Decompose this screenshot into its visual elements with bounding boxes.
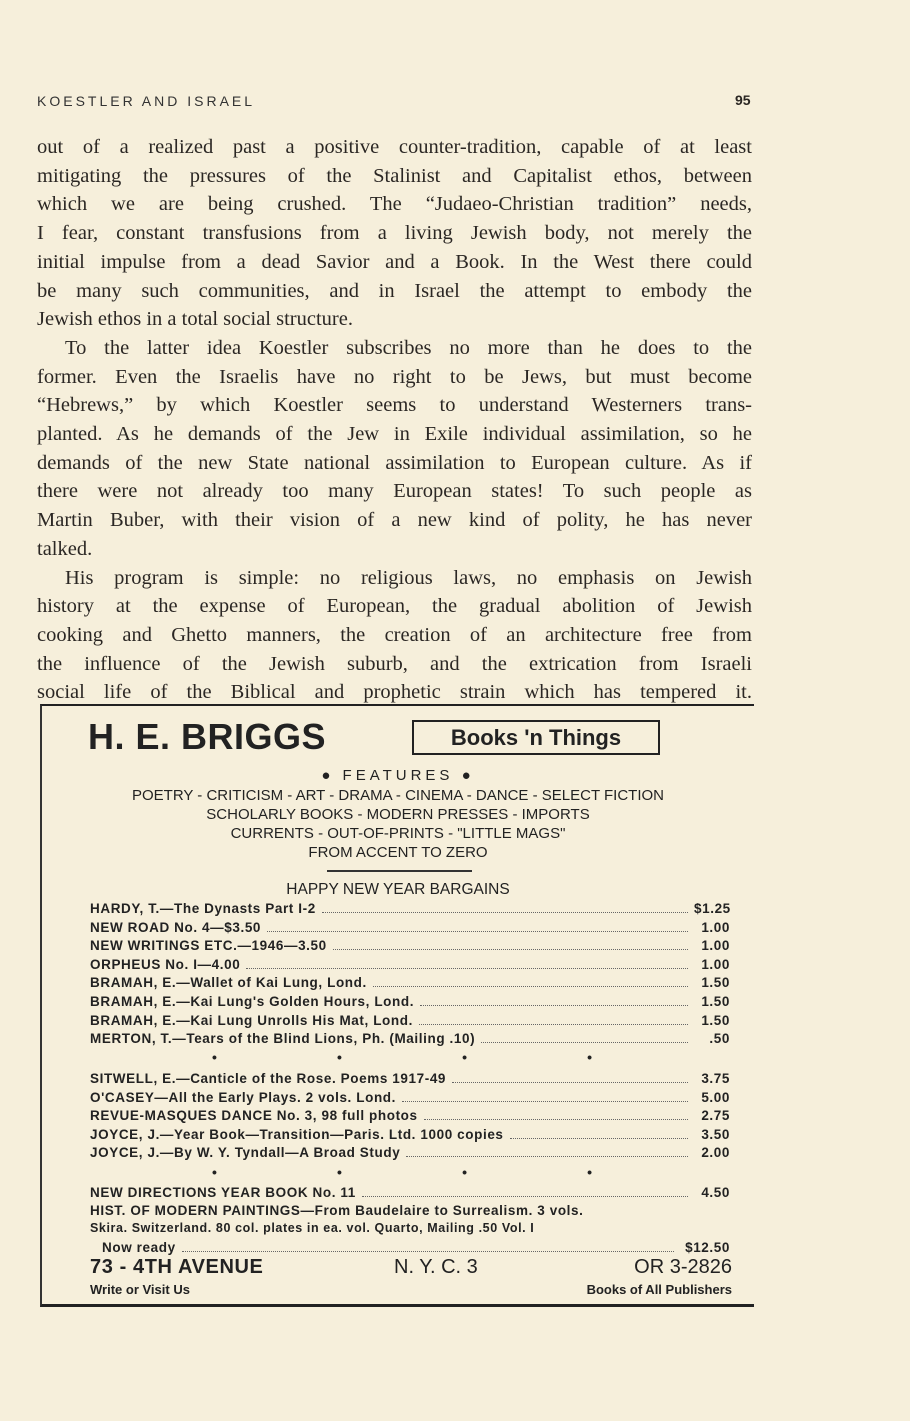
category-line: SCHOLARLY BOOKS - MODERN PRESSES - IMPORTS xyxy=(206,806,590,823)
item-title: BRAMAH, E.—Kai Lung's Golden Hours, Lond. xyxy=(90,994,415,1009)
bookshop-advertisement xyxy=(40,704,754,1307)
ad-tagline: Books 'n Things xyxy=(412,720,660,755)
dot-icon: • xyxy=(462,1164,467,1180)
item-price: 1.00 xyxy=(701,938,730,954)
text-line: history at the expense of European, the gradual abolition of Jewish xyxy=(37,595,752,618)
ad-publishers: Books of All Publishers xyxy=(586,1282,732,1297)
price-list-item xyxy=(102,1239,730,1257)
price-list-item xyxy=(90,1107,730,1125)
separator-dots xyxy=(212,1049,592,1065)
dot-icon: • xyxy=(587,1049,592,1065)
item-price: 1.50 xyxy=(701,975,730,991)
text-line: Jewish ethos in a total social structure. xyxy=(37,308,353,331)
text-line: there were not already too many European states! To such people as xyxy=(37,480,752,503)
dot-leader xyxy=(267,919,688,932)
item-price: $1.25 xyxy=(694,901,731,916)
item-price: 1.50 xyxy=(701,994,730,1009)
dot-leader xyxy=(333,937,688,950)
item-price: 1.50 xyxy=(701,1012,730,1028)
price-list-item xyxy=(90,919,730,937)
dot-icon: • xyxy=(462,1049,467,1065)
text-line: which we are being crushed. The “Judaeo-Christian tradition” needs, xyxy=(37,193,752,216)
text-line: out of a realized past a positive counter-tradition, capable of at least xyxy=(37,136,752,158)
ad-visit: Write or Visit Us xyxy=(90,1282,190,1297)
dot-leader xyxy=(406,1144,688,1157)
dot-leader xyxy=(362,1184,688,1197)
running-head: KOESTLER AND ISRAEL xyxy=(37,93,256,109)
dot-leader xyxy=(373,974,688,987)
text-line: former. Even the Israelis have no right to be Jews, but must become xyxy=(37,365,752,388)
ad-address: 73 - 4TH AVENUE xyxy=(90,1256,264,1278)
dot-leader xyxy=(452,1070,688,1083)
price-list-item xyxy=(90,974,730,992)
dot-icon: • xyxy=(587,1164,592,1180)
item-title: JOYCE, J.—Year Book—Transition—Paris. Ltd. 1000 copies xyxy=(90,1126,504,1142)
category-line: CURRENTS - OUT-OF-PRINTS - "LITTLE MAGS" xyxy=(230,825,566,842)
text-line: I fear, constant transfusions from a living Jewish body, not merely the xyxy=(37,222,752,245)
dot-leader xyxy=(182,1239,674,1252)
item-title: MERTON, T.—Tears of the Blind Lions, Ph. (Mailing .10) xyxy=(90,1031,476,1047)
features-heading: ● FEATURES ● xyxy=(321,767,475,784)
dot-leader xyxy=(420,993,688,1006)
item-title: ORPHEUS No. I—4.00 xyxy=(90,956,241,972)
item-title: JOYCE, J.—By W. Y. Tyndall—A Broad Study xyxy=(90,1145,401,1161)
price-list-item xyxy=(90,1030,730,1048)
price-list-item xyxy=(90,937,730,955)
price-list-item xyxy=(90,1144,730,1162)
item-price: $12.50 xyxy=(685,1240,730,1255)
ad-city: N. Y. C. 3 xyxy=(394,1256,478,1278)
price-list-item xyxy=(90,1089,730,1107)
item-title: BRAMAH, E.—Kai Lung Unrolls His Mat, Lond. xyxy=(90,1012,413,1028)
dot-leader xyxy=(419,1012,688,1025)
item-title: O'CASEY—All the Early Plays. 2 vols. Lond. xyxy=(90,1089,396,1105)
dot-icon: • xyxy=(337,1164,342,1180)
dot-leader xyxy=(402,1089,688,1102)
dot-leader xyxy=(424,1107,688,1120)
item-price: 5.00 xyxy=(701,1089,730,1105)
item-price: 2.00 xyxy=(701,1145,730,1161)
text-line: initial impulse from a dead Savior and a Book. In the West there could xyxy=(37,250,752,273)
hist-line: HIST. OF MODERN PAINTINGS—From Baudelaire to Surrealism. 3 vols. xyxy=(90,1203,584,1218)
price-list-item xyxy=(90,900,730,918)
item-price: 1.00 xyxy=(701,956,730,972)
price-list-item xyxy=(90,1126,730,1144)
item-price: 1.00 xyxy=(701,919,730,935)
page-number: 95 xyxy=(735,92,751,108)
dot-icon: • xyxy=(337,1049,342,1065)
item-price: 2.75 xyxy=(701,1108,730,1124)
item-price: 4.50 xyxy=(701,1185,730,1200)
text-line: To the latter idea Koestler subscribes no more than he does to the xyxy=(65,336,752,359)
text-line: talked. xyxy=(37,537,93,560)
hist-line: Skira. Switzerland. 80 col. plates in ea. vol. Quarto, Mailing .50 Vol. I xyxy=(90,1221,535,1235)
dot-leader xyxy=(481,1030,688,1043)
price-list-item xyxy=(90,956,730,974)
item-title: NEW ROAD No. 4—$3.50 xyxy=(90,919,262,935)
dot-leader xyxy=(322,900,688,913)
text-line: His program is simple: no religious laws, no emphasis on Jewish xyxy=(65,566,752,589)
item-title: BRAMAH, E.—Wallet of Kai Lung, Lond. xyxy=(90,975,367,991)
item-title: NEW WRITINGS ETC.—1946—3.50 xyxy=(90,938,327,954)
text-line: the influence of the Jewish suburb, and the extrication from Israeli xyxy=(37,652,752,675)
text-line: “Hebrews,” by which Koestler seems to understand Westerners trans- xyxy=(37,394,752,417)
item-title: REVUE-MASQUES DANCE No. 3, 98 full photos xyxy=(90,1108,418,1124)
item-title: Now ready xyxy=(102,1240,176,1255)
category-line: POETRY - CRITICISM - ART - DRAMA - CINEMA - DANCE - SELECT FICTION xyxy=(131,787,664,804)
price-list-item xyxy=(90,993,730,1011)
ad-brand: H. E. BRIGGS xyxy=(88,716,327,757)
price-list-item xyxy=(90,1184,730,1202)
text-line: mitigating the pressures of the Stalinist and Capitalist ethos, between xyxy=(37,164,752,187)
bargains-heading: HAPPY NEW YEAR BARGAINS xyxy=(286,881,510,898)
item-title: NEW DIRECTIONS YEAR BOOK No. 11 xyxy=(90,1185,356,1200)
article-body xyxy=(37,133,752,707)
price-list-item xyxy=(90,1070,730,1088)
text-line: Martin Buber, with their vision of a new kind of polity, he has never xyxy=(37,509,752,532)
dot-leader xyxy=(246,956,688,969)
separator-dots xyxy=(212,1164,592,1180)
text-line: demands of the new State national assimilation to European culture. As if xyxy=(37,451,752,474)
text-line: be many such communities, and in Israel the attempt to embody the xyxy=(37,279,752,302)
item-price: 3.50 xyxy=(701,1126,730,1142)
dot-icon: • xyxy=(212,1164,217,1180)
price-list-item xyxy=(90,1012,730,1030)
dot-icon: • xyxy=(212,1049,217,1065)
category-line: FROM ACCENT TO ZERO xyxy=(308,844,488,861)
item-title: HARDY, T.—The Dynasts Part I-2 xyxy=(90,901,316,916)
text-line: cooking and Ghetto manners, the creation of an architecture free from xyxy=(37,623,752,646)
item-price: .50 xyxy=(709,1031,730,1047)
item-title: SITWELL, E.—Canticle of the Rose. Poems 1917-49 xyxy=(90,1071,447,1086)
text-line: planted. As he demands of the Jew in Exile individual assimilation, so he xyxy=(37,423,752,446)
dot-leader xyxy=(510,1126,688,1139)
item-price: 3.75 xyxy=(701,1071,730,1086)
divider xyxy=(327,870,472,872)
text-line: social life of the Biblical and prophetic strain which has tempered it. xyxy=(37,681,752,704)
ad-phone: OR 3-2826 xyxy=(634,1256,732,1278)
